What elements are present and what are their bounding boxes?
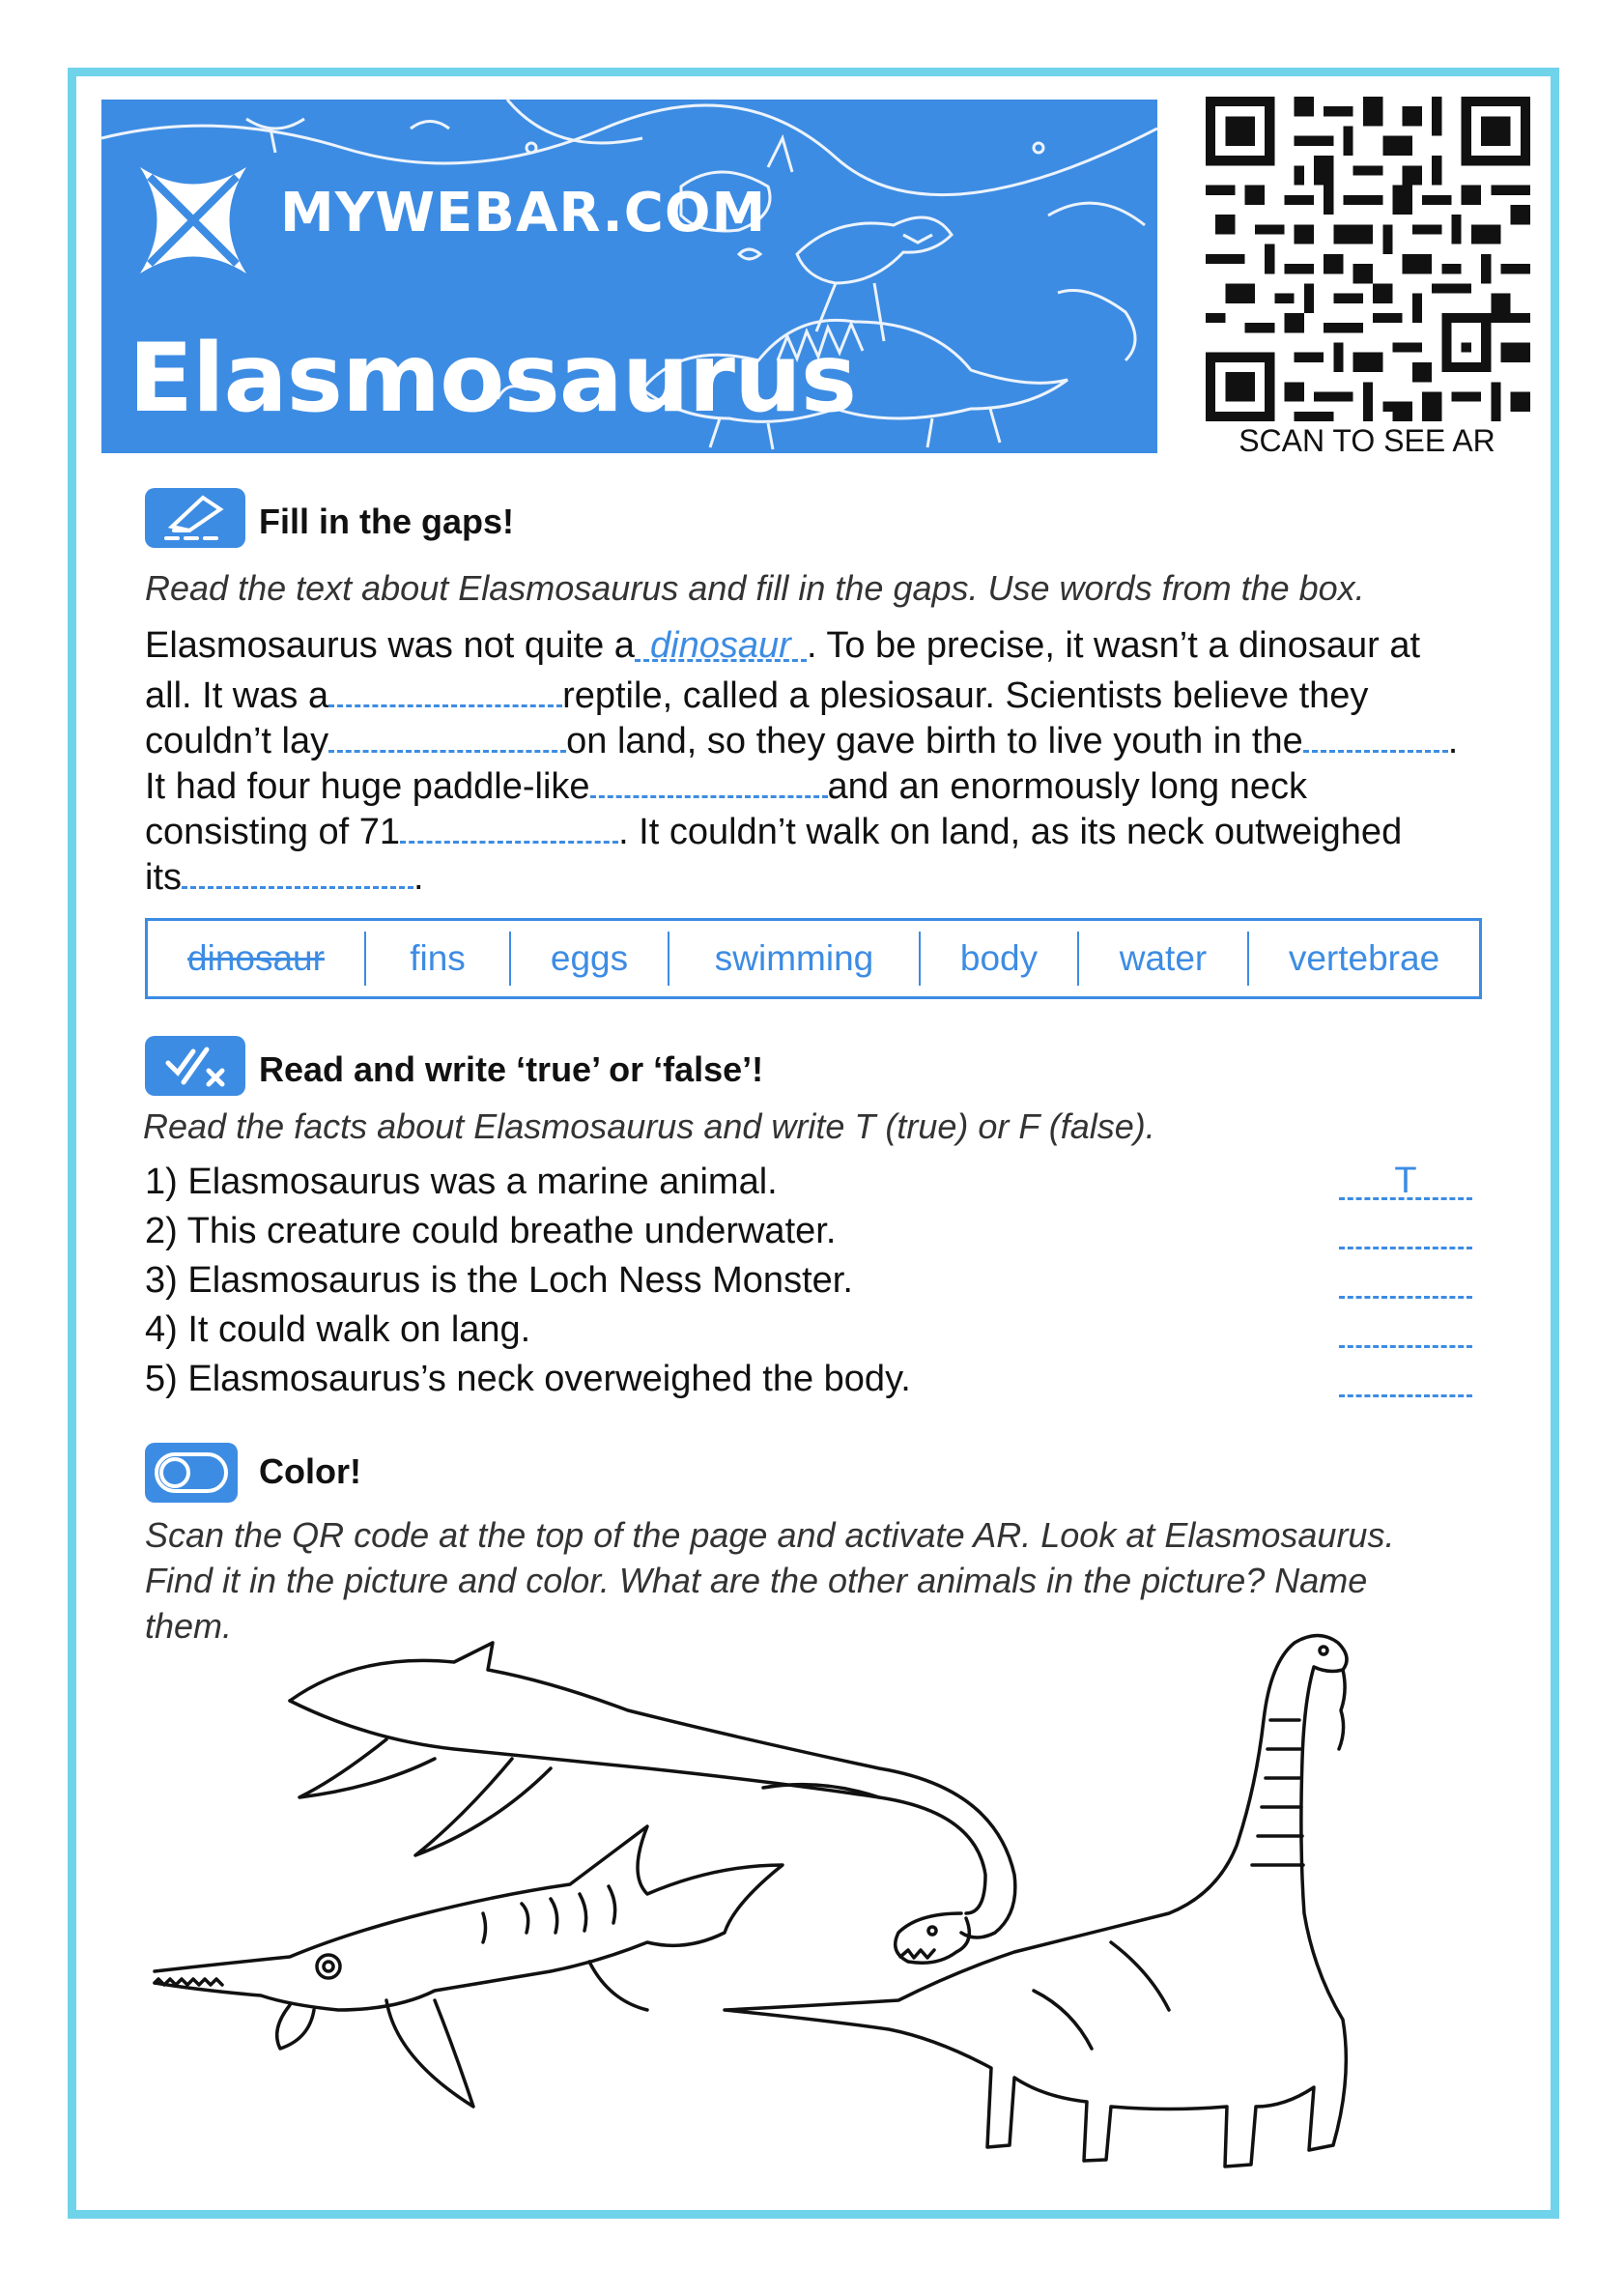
gap-text-segment: on land, so they gave birth to live youth in the xyxy=(566,721,1303,761)
brachiosaurus-drawing xyxy=(725,1636,1347,2167)
logo-icon xyxy=(130,158,256,283)
gap-blank-4[interactable] xyxy=(1303,714,1448,753)
header-banner xyxy=(101,100,1157,453)
tf-answer-field[interactable]: T xyxy=(1339,1160,1472,1200)
gap-text-segment: and an enormously long neck xyxy=(827,766,1307,807)
word-body: body xyxy=(921,932,1079,986)
gap-text-segment: reptile, called a plesiosaur. Scientists believe they xyxy=(562,675,1369,716)
gap-text-segment: couldn’t lay xyxy=(145,721,329,761)
gap-text-segment: consisting of 71 xyxy=(145,812,401,852)
word-fins: fins xyxy=(366,932,511,986)
gap-paragraph xyxy=(145,623,1497,896)
tf-item xyxy=(145,1355,1488,1404)
gap-text-segment: . It couldn’t walk on land, as its neck outweighed xyxy=(618,812,1403,852)
coloring-illustration xyxy=(145,1623,1497,2194)
tf-instruction: Read the facts about Elasmosaurus and write T (true) or F (false). xyxy=(143,1106,1155,1146)
toggle-icon xyxy=(145,1443,238,1503)
gap-text-segment: . To be precise, it wasn’t a dinosaur at xyxy=(806,625,1421,666)
color-instruction-line-2: Find it in the picture and color. What are the other animals in the picture? Name xyxy=(145,1561,1368,1600)
tf-statement: 1) Elasmosaurus was a marine animal. xyxy=(145,1162,778,1202)
gap-text-segment: It had four huge paddle-like xyxy=(145,766,590,807)
gap-text-segment: . xyxy=(1447,721,1459,761)
tf-item xyxy=(145,1158,1488,1207)
tf-answer-field[interactable] xyxy=(1339,1307,1472,1348)
gap-text-segment: all. It was a xyxy=(145,675,329,716)
color-instruction-line-1: Scan the QR code at the top of the page and activate AR. Look at Elasmosaurus. xyxy=(145,1515,1395,1555)
tf-item xyxy=(145,1256,1488,1306)
qr-caption: SCAN TO SEE AR xyxy=(1239,423,1495,458)
word-vertebrae: vertebrae xyxy=(1288,938,1440,978)
section-title-tf: Read and write ‘true’ or ‘false’! xyxy=(259,1049,764,1089)
fill-instruction: Read the text about Elasmosaurus and fill in the gaps. Use words from the box. xyxy=(145,568,1365,608)
tf-item xyxy=(145,1306,1488,1355)
tf-statement: 5) Elasmosaurus’s neck overweighed the body. xyxy=(145,1359,911,1399)
gap-blank-1[interactable]: dinosaur xyxy=(635,623,807,662)
elasmosaurus-drawing xyxy=(290,1643,1015,1963)
word-dinosaur: dinosaur xyxy=(148,932,366,986)
qr-code-icon[interactable] xyxy=(1206,97,1530,421)
page-title: Elasmosaurus xyxy=(128,324,857,434)
word-swimming: swimming xyxy=(669,932,921,986)
gap-blank-3[interactable] xyxy=(328,714,566,753)
gap-text-segment: . xyxy=(413,857,424,898)
gap-blank-6[interactable] xyxy=(400,805,618,844)
tf-answer-field[interactable] xyxy=(1339,1357,1472,1397)
gap-text-segment: its xyxy=(145,857,182,898)
tf-statement: 2) This creature could breathe underwater. xyxy=(145,1211,837,1251)
section-title-fill: Fill in the gaps! xyxy=(259,502,515,541)
brand-name: MYWEBAR.COM xyxy=(280,182,767,244)
gap-blank-2[interactable] xyxy=(328,669,562,707)
tf-answer-field[interactable] xyxy=(1339,1209,1472,1249)
tf-list xyxy=(145,1158,1488,1404)
gap-blank-5[interactable] xyxy=(590,760,828,798)
tf-statement: 3) Elasmosaurus is the Loch Ness Monster. xyxy=(145,1260,853,1301)
check-cross-icon xyxy=(145,1036,245,1096)
tf-statement: 4) It could walk on lang. xyxy=(145,1309,531,1350)
pencil-ruler-icon xyxy=(145,488,245,548)
section-title-color: Color! xyxy=(259,1451,361,1491)
tf-item xyxy=(145,1207,1488,1256)
gap-text-segment: Elasmosaurus was not quite a xyxy=(145,625,635,666)
ichthyosaur-drawing xyxy=(155,1826,783,2107)
word-eggs: eggs xyxy=(511,932,669,986)
color-instruction-line-3: them. xyxy=(145,1606,233,1646)
gap-blank-7[interactable] xyxy=(182,850,413,889)
word-box xyxy=(145,918,1482,999)
tf-answer-field[interactable] xyxy=(1339,1258,1472,1299)
word-water: water xyxy=(1079,932,1249,986)
